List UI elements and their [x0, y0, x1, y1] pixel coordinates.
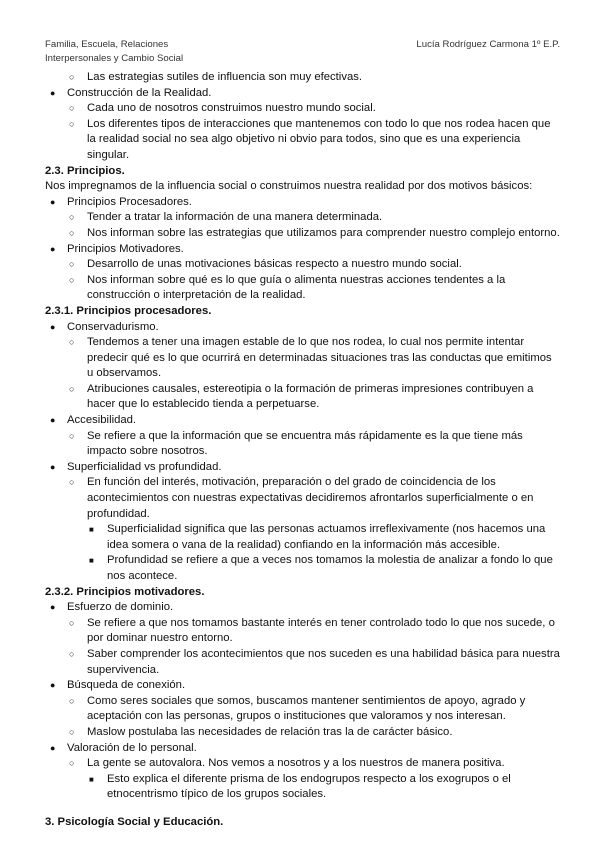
bullet-dot-icon: ● [50, 87, 56, 98]
list-item: ● Principios Motivadores. [45, 242, 560, 258]
list-item: ■ Superficialidad significa que las personas actuamos irreflexivamente (nos hacemos una idea somera o vana de la realidad) confiando en la información más accesible. [89, 523, 546, 551]
list-item: ○ Tendemos a tener una imagen estable de lo que nos rodea, lo cual nos permite intentar predecir qué es lo que ocurrirá en determinadas situaciones tras las conductas que emitimos u observamos. [69, 336, 552, 380]
list-item: ○ La gente se autovalora. Nos vemos a nosotros y a los nuestros de manera positiva. [45, 756, 560, 772]
bullet-circle-icon: ○ [69, 695, 75, 706]
list-item: ● Esfuerzo de dominio. [45, 600, 560, 616]
bullet-circle-icon: ○ [69, 72, 75, 82]
bullet-dot-icon: ● [50, 602, 56, 613]
bullet-dot-icon: ● [50, 196, 56, 207]
header-author: Lucía Rodríguez Carmona 1º E.P. [416, 39, 560, 50]
list-item: ● Accesibilidad. [45, 413, 560, 429]
list-item: ■ Profundidad se refiere a que a veces nos tomamos la molestia de analizar a fondo lo que nos acontece. [89, 554, 553, 582]
section-heading-psicologia: 3. Psicología Social y Educación. [45, 815, 224, 828]
section-heading-procesadores: 2.3.1. Principios procesadores. [45, 304, 212, 317]
list-item: ■ Esto explica el diferente prisma de los endogrupos respecto a los exogrupos o el etnocentrismo típico de los grupos sociales. [89, 772, 511, 801]
bullet-circle-icon: ○ [69, 726, 75, 737]
list-item: ● Valoración de lo personal. [45, 741, 560, 757]
bullet-circle-icon: ○ [69, 103, 75, 114]
list-item: ○ Saber comprender los acontecimientos que nos suceden es una habilidad básica para nuestra supervivencia. [69, 647, 560, 676]
bullet-dot-icon: ● [50, 461, 56, 472]
bullet-circle-icon: ○ [69, 430, 75, 441]
bullet-circle-icon: ○ [69, 337, 75, 348]
bullet-dot-icon: ● [50, 321, 56, 332]
header-left [45, 38, 183, 66]
bullet-circle-icon: ○ [69, 212, 75, 223]
section-heading-principios: 2.3. Principios. [45, 164, 125, 177]
list-item: ○ Se refiere a que nos tomamos bastante interés en tener controlado todo lo que nos sucede, o por dominar nuestro entorno. [69, 616, 555, 645]
bullet-circle-icon: ○ [69, 259, 75, 270]
bullet-square-icon: ■ [89, 774, 94, 784]
bullet-square-icon: ■ [89, 556, 94, 566]
list-item: ● Búsqueda de conexión. [45, 678, 560, 694]
bullet-circle-icon: ○ [69, 648, 75, 659]
list-item: ● Conservadurismo. [45, 320, 560, 336]
bullet-circle-icon: ○ [69, 274, 75, 285]
list-item: ○ Los diferentes tipos de interacciones que mantenemos con todo lo que nos rodea hacen que la realidad social no sea algo objetivo ni obvio para todos, sino que es una experiencia singular. [69, 117, 551, 161]
bullet-circle-icon: ○ [69, 477, 75, 488]
list-item: ● Construcción de la Realidad. [45, 86, 560, 102]
list-item: ○ Maslow postulaba las necesidades de relación tras la de carácter básico. [45, 725, 560, 741]
list-item: ● Principios Procesadores. [45, 195, 560, 211]
section-heading-motivadores: 2.3.2. Principios motivadores. [45, 585, 205, 598]
list-item: ○ Las estrategias sutiles de influencia son muy efectivas. [45, 70, 560, 86]
bullet-dot-icon: ● [50, 742, 56, 753]
paragraph: Nos impregnamos de la influencia social o construimos nuestra realidad por dos motivos básicos: [45, 180, 533, 193]
bullet-dot-icon: ● [50, 415, 56, 426]
list-item: ○ Nos informan sobre qué es lo que guía o alimenta nuestras acciones tendentes a la construcción o interpretación de la realidad. [69, 273, 506, 302]
list-item: ○ Atribuciones causales, estereotipia o la formación de primeras impresiones contribuyen a hacer que lo establecido tienda a perpetuarse. [69, 382, 534, 411]
bullet-circle-icon: ○ [69, 758, 75, 769]
list-item: ○ Nos informan sobre las estrategias que utilizamos para comprender nuestro complejo entorno. [45, 226, 560, 242]
list-item: ○ Se refiere a que la información que se encuentra más rápidamente es la que tiene más impacto sobre nosotros. [69, 429, 523, 458]
list-item: ● Superficialidad vs profundidad. [45, 460, 560, 476]
bullet-dot-icon: ● [50, 243, 56, 254]
list-item: ○ Desarrollo de unas motivaciones básicas respecto a nuestro mundo social. [45, 257, 560, 273]
bullet-circle-icon: ○ [69, 227, 75, 238]
bullet-circle-icon: ○ [69, 617, 75, 628]
list-item: ○ En función del interés, motivación, preparación o del grado de coincidencia de los acontecimientos con nuestras expectativas decidiremos afrontarlos superficialmente o en profundidad. [69, 476, 534, 520]
header-course-line1: Familia, Escuela, Relaciones [45, 39, 169, 50]
list-item: ○ Cada uno de nosotros construimos nuestro mundo social. [45, 101, 560, 117]
spacer [45, 803, 560, 815]
header-course-line2: Interpersonales y Cambio Social [45, 53, 184, 64]
list-item: ○ Como seres sociales que somos, buscamos mantener sentimientos de apoyo, agrado y aceptación con las personas, grupos o instituciones que valoramos y nos interesan. [69, 694, 526, 723]
bullet-square-icon: ■ [89, 525, 94, 535]
document-body [45, 70, 560, 831]
bullet-dot-icon: ● [50, 680, 56, 691]
bullet-circle-icon: ○ [69, 118, 75, 129]
bullet-circle-icon: ○ [69, 383, 75, 394]
list-item: ○ Tender a tratar la información de una manera determinada. [45, 210, 560, 226]
